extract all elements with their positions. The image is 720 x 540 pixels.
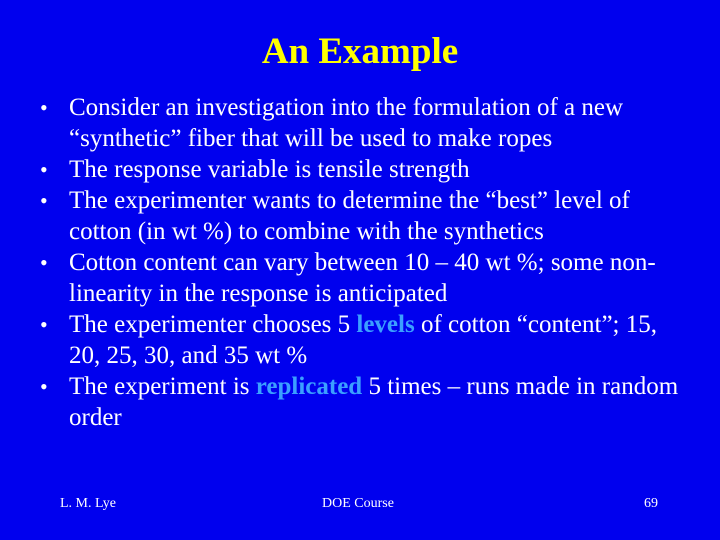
bullet-item xyxy=(40,154,680,185)
footer-author: L. M. Lye xyxy=(60,496,116,511)
bullet-text-pre: The experimenter chooses 5 xyxy=(69,311,357,338)
bullet-icon: • xyxy=(40,188,48,213)
bullet-icon: • xyxy=(40,374,48,399)
bullet-icon: • xyxy=(40,250,48,275)
bullet-item xyxy=(40,247,680,309)
bullet-text: The response variable is tensile strength xyxy=(69,156,470,183)
bullet-icon: • xyxy=(40,95,48,120)
bullet-text: The experimenter wants to determine the “best” level of cotton (in wt %) to combine with the synthetics xyxy=(69,187,630,245)
bullet-item xyxy=(40,185,680,247)
bullet-text: Cotton content can vary between 10 – 40 wt %; some non-linearity in the response is anticipated xyxy=(69,249,656,307)
bullet-item xyxy=(40,309,680,371)
bullet-item xyxy=(40,371,680,433)
page-number: 69 xyxy=(644,496,658,511)
bullet-text: Consider an investigation into the formulation of a new “synthetic” fiber that will be used to make ropes xyxy=(69,94,624,152)
bullet-text-post: 5 times – runs made in random order xyxy=(69,373,679,431)
bullet-item xyxy=(40,92,680,154)
slide-title: An Example xyxy=(261,31,459,72)
highlight-term-replicated: replicated xyxy=(255,373,363,400)
footer-course: DOE Course xyxy=(322,496,394,511)
bullet-text-pre: The experiment is xyxy=(69,373,256,400)
bullet-icon: • xyxy=(40,157,48,182)
bullet-text-post: of cotton “content”; 15, 20, 25, 30, and 35 wt % xyxy=(69,311,658,369)
bullet-list xyxy=(40,92,680,433)
bullet-icon: • xyxy=(40,312,48,337)
highlight-term-levels: levels xyxy=(356,311,415,338)
